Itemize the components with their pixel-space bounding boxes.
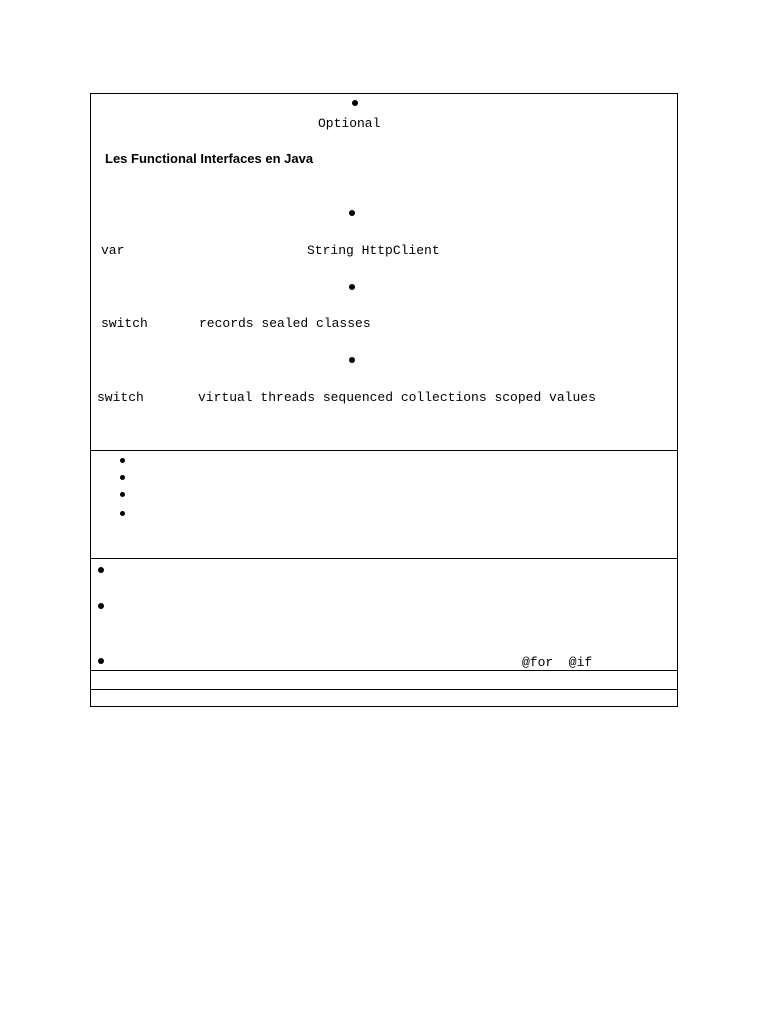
optional-label: Optional	[318, 116, 381, 131]
row-divider	[90, 670, 678, 671]
switch-keyword: switch	[101, 316, 148, 331]
row-divider	[90, 558, 678, 559]
bullet-icon	[120, 511, 125, 516]
annotations-label: @for @if	[522, 655, 593, 670]
bullet-icon	[349, 357, 355, 363]
switch-keyword: switch	[97, 390, 144, 405]
bullet-icon	[120, 492, 125, 497]
bullet-icon	[98, 603, 104, 609]
bullet-icon	[352, 100, 358, 106]
row-divider	[90, 450, 678, 451]
bullet-icon	[349, 284, 355, 290]
bullet-icon	[349, 210, 355, 216]
bullet-icon	[120, 475, 125, 480]
switch-features: virtual threads sequenced collections scoped values	[198, 390, 596, 405]
var-keyword: var	[101, 243, 125, 258]
var-types: String HttpClient	[307, 243, 440, 258]
row-divider	[90, 689, 678, 690]
section-heading: Les Functional Interfaces en Java	[105, 151, 314, 166]
bullet-icon	[98, 658, 104, 664]
switch-features: records sealed classes	[199, 316, 371, 331]
bullet-icon	[120, 458, 125, 463]
bullet-icon	[98, 567, 104, 573]
